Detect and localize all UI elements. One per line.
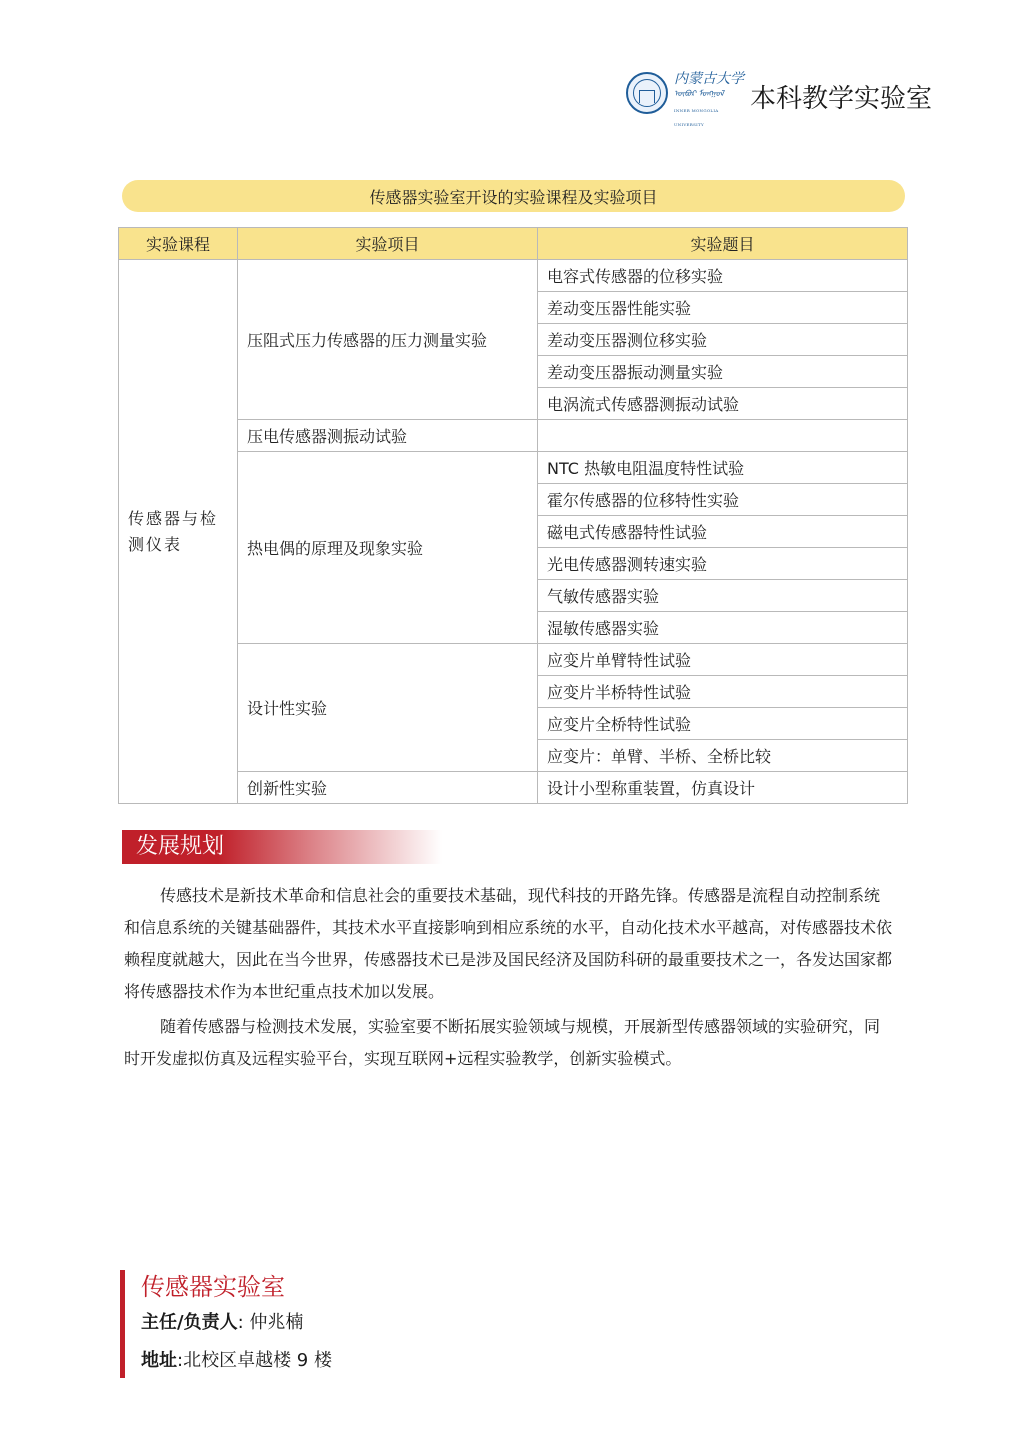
logo-mongolian-text: ᠥᠪᠥᠷ ᠮᠣᠩᠭᠣᠯ xyxy=(674,89,724,98)
topic-cell: NTC 热敏电阻温度特性试验 xyxy=(538,452,908,484)
lab-info-block xyxy=(120,1270,332,1378)
logo-script-text: 内蒙古大学 xyxy=(674,71,744,87)
topic-cell: 湿敏传感器实验 xyxy=(538,612,908,644)
project-cell: 热电偶的原理及现象实验 xyxy=(238,452,538,644)
project-cell: 设计性实验 xyxy=(238,644,538,772)
topic-cell: 差动变压器性能实验 xyxy=(538,292,908,324)
topic-cell: 应变片全桥特性试验 xyxy=(538,708,908,740)
header-topic: 实验题目 xyxy=(538,228,908,260)
project-cell: 创新性实验 xyxy=(238,772,538,804)
topic-cell: 气敏传感器实验 xyxy=(538,580,908,612)
logo-english-text: INNER MONGOLIA UNIVERSITY xyxy=(674,108,719,127)
header-course: 实验课程 xyxy=(119,228,238,260)
topic-cell xyxy=(538,420,908,452)
header-project: 实验项目 xyxy=(238,228,538,260)
table-header-row xyxy=(119,228,908,260)
director-value: : 仲兆楠 xyxy=(237,1312,304,1333)
project-cell: 压电传感器测振动试验 xyxy=(238,420,538,452)
topic-cell: 光电传感器测转速实验 xyxy=(538,548,908,580)
topic-cell: 电容式传感器的位移实验 xyxy=(538,260,908,292)
section-heading: 发展规划 xyxy=(122,830,442,864)
university-seal-logo xyxy=(626,72,668,114)
address-line xyxy=(141,1342,332,1380)
table-row xyxy=(119,644,908,676)
course-cell: 传感器与检测仪表 xyxy=(119,260,238,804)
table-row xyxy=(119,772,908,804)
lab-name: 传感器实验室 xyxy=(141,1273,285,1301)
topic-cell: 差动变压器测位移实验 xyxy=(538,324,908,356)
table-row xyxy=(119,452,908,484)
page-header xyxy=(626,70,933,127)
table-banner: 传感器实验室开设的实验课程及实验项目 xyxy=(122,180,905,212)
director-line xyxy=(141,1304,332,1342)
director-label: 主任/负责人 xyxy=(141,1312,238,1333)
table-row xyxy=(119,260,908,292)
header-title: 本科教学实验室 xyxy=(750,84,933,114)
address-value: :北校区卓越楼 9 楼 xyxy=(177,1350,332,1371)
topic-cell: 设计小型称重装置，仿真设计 xyxy=(538,772,908,804)
project-cell: 压阻式压力传感器的压力测量实验 xyxy=(238,260,538,420)
topic-cell: 霍尔传感器的位移特性实验 xyxy=(538,484,908,516)
topic-cell: 电涡流式传感器测振动试验 xyxy=(538,388,908,420)
paragraph: 随着传感器与检测技术发展，实验室要不断拓展实验领域与规模，开展新型传感器领域的实验研究，同时开发虚拟仿真及远程实验平台，实现互联网+远程实验教学，创新实验模式。 xyxy=(124,1017,881,1068)
topic-cell: 差动变压器振动测量实验 xyxy=(538,356,908,388)
topic-cell: 应变片半桥特性试验 xyxy=(538,676,908,708)
university-name-logo xyxy=(674,71,746,127)
address-label: 地址 xyxy=(141,1350,177,1371)
paragraph: 传感技术是新技术革命和信息社会的重要技术基础，现代科技的开路先锋。传感器是流程自动控制系统和信息系统的关键基础器件，其技术水平直接影响到相应系统的水平，自动化技术水平越高，对传感器技术依赖程度就越大，因此在当今世界，传感器技术已是涉及国民经济及国防科研的最重要技术之一，各发达国家都将传感器技术作为本世纪重点技术加以发展。 xyxy=(124,886,893,1001)
table-row xyxy=(119,420,908,452)
topic-cell: 应变片：单臂、半桥、全桥比较 xyxy=(538,740,908,772)
experiment-table xyxy=(118,227,908,804)
topic-cell: 磁电式传感器特性试验 xyxy=(538,516,908,548)
topic-cell: 应变片单臂特性试验 xyxy=(538,644,908,676)
